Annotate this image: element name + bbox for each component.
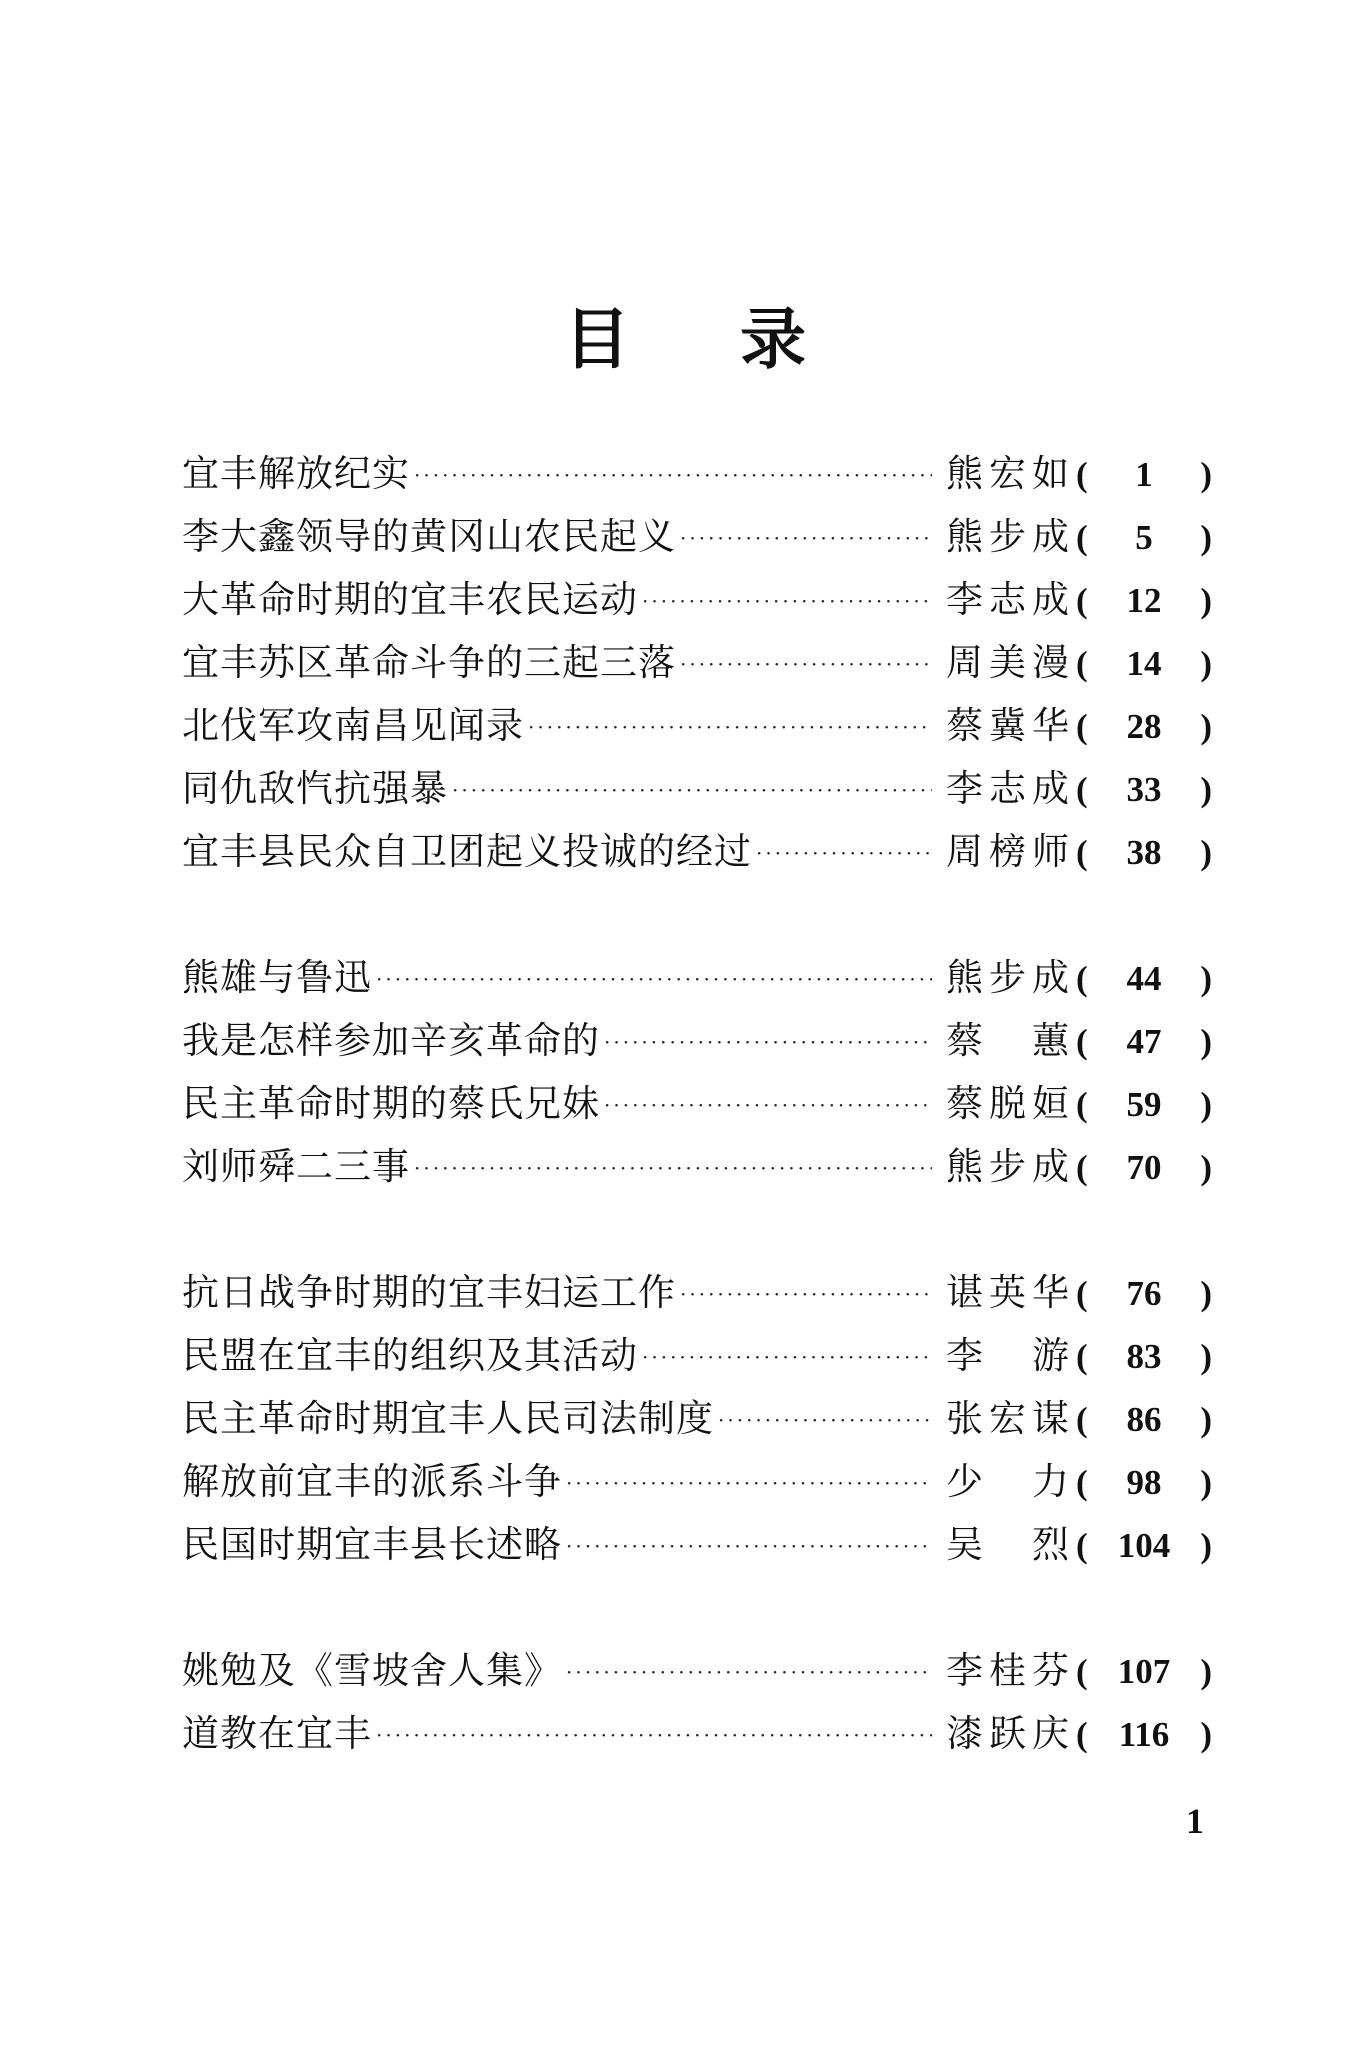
entry-author: 周美漫: [946, 641, 1070, 684]
toc-entry: [182, 1261, 1212, 1324]
entry-title: 我是怎样参加辛亥革命的: [182, 1019, 600, 1062]
dot-leader: [756, 822, 932, 885]
toc-section: [182, 946, 1212, 1198]
entry-page-ref: ( 86 ): [1070, 1388, 1212, 1451]
entry-page-ref: ( 47 ): [1070, 1010, 1212, 1073]
entry-title: 大革命时期的宜丰农民运动: [182, 578, 638, 621]
entry-author: 熊步成: [946, 956, 1070, 999]
entry-page-number: 12: [1126, 581, 1162, 620]
entry-title: 宜丰县民众自卫团起义投诚的经过: [182, 830, 752, 873]
entry-page-ref: ( 70 ): [1070, 1136, 1212, 1199]
entry-page-number: 116: [1118, 1715, 1170, 1754]
entry-author: 漆跃庆: [946, 1712, 1070, 1755]
entry-title: 熊雄与鲁迅: [182, 956, 372, 999]
toc-entry: [182, 1135, 1212, 1198]
entry-page-ref: ( 38 ): [1070, 821, 1212, 884]
toc-entry: [182, 820, 1212, 883]
entry-page-ref: ( 28 ): [1070, 695, 1212, 758]
entry-title: 民国时期宜丰县长述略: [182, 1523, 562, 1566]
entry-page-number: 1: [1135, 455, 1153, 494]
toc-section: [182, 1261, 1212, 1576]
entry-title: 民主革命时期的蔡氏兄妹: [182, 1082, 600, 1125]
dot-leader: [604, 1074, 932, 1137]
toc-entry: [182, 442, 1212, 505]
dot-leader: [414, 444, 932, 507]
entry-title: 北伐军攻南昌见闻录: [182, 704, 524, 747]
entry-author: 李 游: [946, 1334, 1070, 1377]
dot-leader: [718, 1389, 932, 1452]
entry-title: 同仇敌忾抗强暴: [182, 767, 448, 810]
entry-page-number: 70: [1126, 1148, 1162, 1187]
page-number: 1: [1186, 1801, 1204, 1841]
entry-page-ref: ( 33 ): [1070, 758, 1212, 821]
entry-author: 熊步成: [946, 515, 1070, 558]
entry-page-number: 14: [1126, 644, 1162, 683]
dot-leader: [528, 696, 932, 759]
entry-page-number: 107: [1117, 1652, 1171, 1691]
page-title: [0, 300, 1370, 380]
entry-author: 谌英华: [946, 1271, 1070, 1314]
dot-leader: [566, 1641, 932, 1704]
entry-title: 民盟在宜丰的组织及其活动: [182, 1334, 638, 1377]
toc-entry: [182, 694, 1212, 757]
entry-page-number: 98: [1126, 1463, 1162, 1502]
entry-author: 吴 烈: [946, 1523, 1070, 1566]
entry-page-ref: ( 116 ): [1070, 1703, 1212, 1766]
entry-page-ref: ( 44 ): [1070, 947, 1212, 1010]
dot-leader: [680, 1263, 932, 1326]
entry-page-number: 5: [1135, 518, 1153, 557]
toc-entry: [182, 1072, 1212, 1135]
entry-title: 道教在宜丰: [182, 1712, 372, 1755]
dot-leader: [566, 1515, 932, 1578]
toc-section: [182, 1639, 1212, 1765]
entry-page-number: 47: [1126, 1022, 1162, 1061]
entry-author: 张宏谋: [946, 1397, 1070, 1440]
entry-page-number: 38: [1126, 833, 1162, 872]
entry-title: 宜丰苏区革命斗争的三起三落: [182, 641, 676, 684]
toc-entry: [182, 505, 1212, 568]
toc-section: [182, 442, 1212, 883]
dot-leader: [642, 570, 932, 633]
entry-page-number: 33: [1126, 770, 1162, 809]
title-char-1: 目: [564, 301, 630, 378]
entry-page-ref: ( 107 ): [1070, 1640, 1212, 1703]
entry-page-ref: ( 14 ): [1070, 632, 1212, 695]
entry-author: 周榜师: [946, 830, 1070, 873]
entry-title: 民主革命时期宜丰人民司法制度: [182, 1397, 714, 1440]
entry-author: 蔡脱姮: [946, 1082, 1070, 1125]
toc-entry: [182, 1450, 1212, 1513]
entry-page-ref: ( 98 ): [1070, 1451, 1212, 1514]
dot-leader: [642, 1326, 932, 1389]
entry-title: 姚勉及《雪坡舍人集》: [182, 1649, 562, 1692]
toc-entry: [182, 1324, 1212, 1387]
toc-entry: [182, 568, 1212, 631]
entry-page-ref: ( 76 ): [1070, 1262, 1212, 1325]
toc-entry: [182, 946, 1212, 1009]
toc-entry: [182, 1009, 1212, 1072]
entry-page-ref: ( 5 ): [1070, 506, 1212, 569]
entry-page-number: 83: [1126, 1337, 1162, 1376]
entry-title: 抗日战争时期的宜丰妇运工作: [182, 1271, 676, 1314]
entry-author: 熊宏如: [946, 452, 1070, 495]
entry-page-ref: ( 59 ): [1070, 1073, 1212, 1136]
entry-page-ref: ( 12 ): [1070, 569, 1212, 632]
dot-leader: [566, 1452, 932, 1515]
entry-page-ref: ( 1 ): [1070, 443, 1212, 506]
dot-leader: [680, 507, 932, 570]
entry-page-number: 59: [1126, 1085, 1162, 1124]
entry-author: 蔡 蕙: [946, 1019, 1070, 1062]
entry-title: 刘师舜二三事: [182, 1145, 410, 1188]
dot-leader: [680, 633, 932, 696]
entry-page-ref: ( 83 ): [1070, 1325, 1212, 1388]
entry-author: 熊步成: [946, 1145, 1070, 1188]
dot-leader: [414, 1137, 932, 1200]
entry-author: 蔡冀华: [946, 704, 1070, 747]
toc-entry: [182, 757, 1212, 820]
toc-entry: [182, 1513, 1212, 1576]
dot-leader: [604, 1011, 932, 1074]
table-of-contents: [182, 442, 1212, 1765]
entry-page-number: 86: [1126, 1400, 1162, 1439]
dot-leader: [376, 948, 932, 1011]
entry-page-number: 44: [1126, 959, 1162, 998]
dot-leader: [376, 1704, 932, 1767]
entry-author: 少 力: [946, 1460, 1070, 1503]
toc-entry: [182, 1702, 1212, 1765]
title-char-2: 录: [740, 301, 806, 378]
entry-page-number: 28: [1126, 707, 1162, 746]
entry-page-ref: ( 104 ): [1070, 1514, 1212, 1577]
entry-author: 李桂芬: [946, 1649, 1070, 1692]
dot-leader: [452, 759, 932, 822]
entry-title: 解放前宜丰的派系斗争: [182, 1460, 562, 1503]
entry-page-number: 76: [1126, 1274, 1162, 1313]
toc-entry: [182, 1387, 1212, 1450]
entry-title: 宜丰解放纪实: [182, 452, 410, 495]
toc-entry: [182, 1639, 1212, 1702]
entry-author: 李志成: [946, 578, 1070, 621]
entry-author: 李志成: [946, 767, 1070, 810]
toc-entry: [182, 631, 1212, 694]
entry-title: 李大鑫领导的黄冈山农民起义: [182, 515, 676, 558]
entry-page-number: 104: [1117, 1526, 1171, 1565]
